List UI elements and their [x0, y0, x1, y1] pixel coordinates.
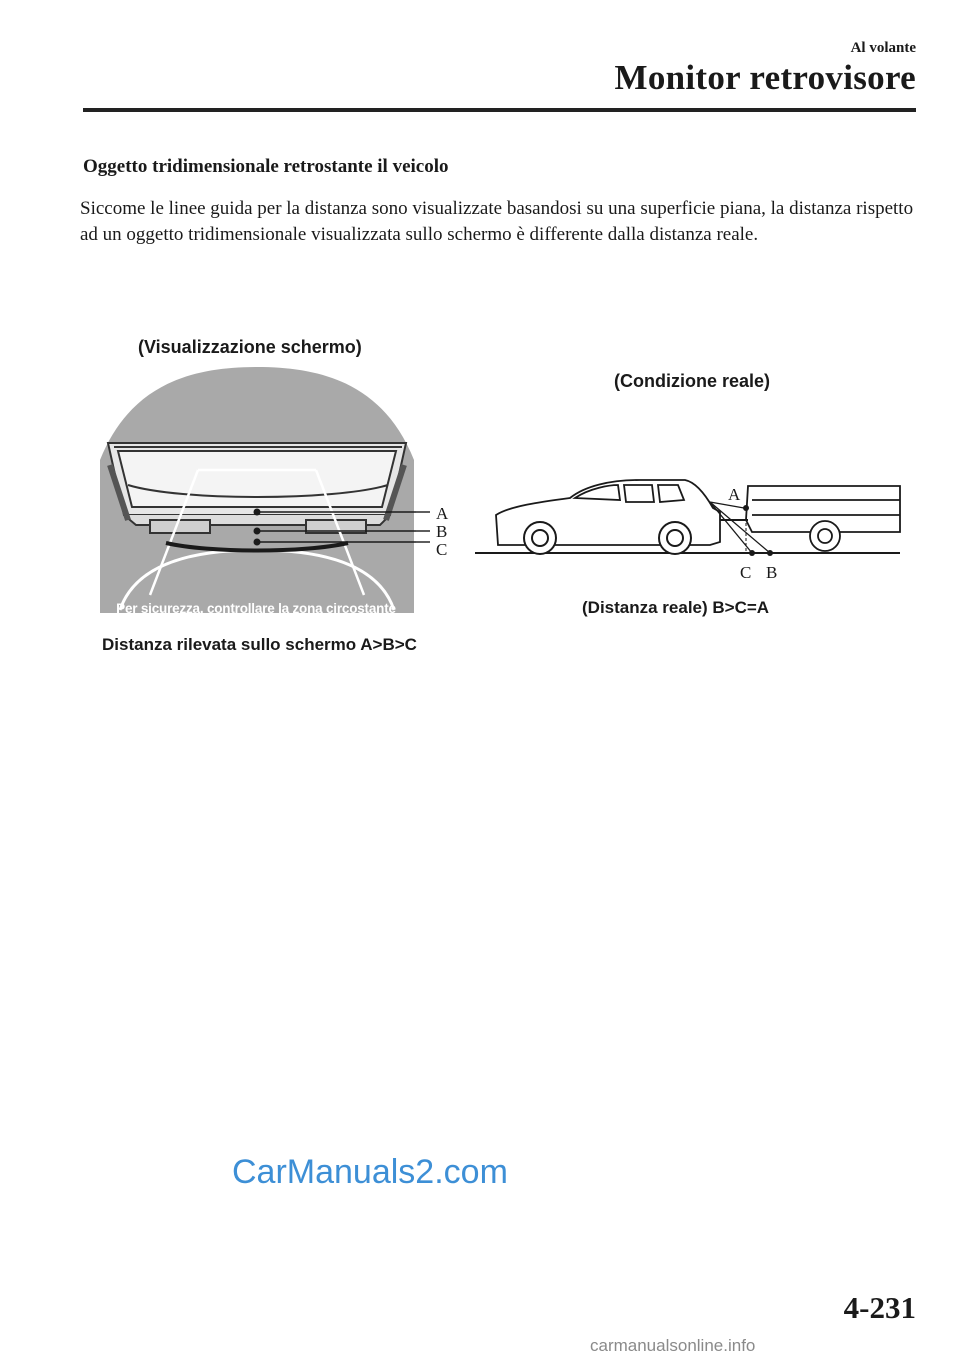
label-b: B — [436, 522, 448, 541]
real-label-c: C — [740, 563, 752, 582]
body-paragraph: Siccome le linee guida per la distanza sono visualizzate basandosi su una superficie piana, la distanza rispetto ad un oggetto tridimensionale visualizzata sullo schermo è differente dalla distanza reale. — [80, 198, 914, 245]
footer-site-link[interactable]: carmanualsonline.info — [590, 1336, 756, 1355]
real-distance-caption: (Distanza reale) B>C=A — [582, 598, 770, 617]
chapter-title: Monitor retrovisore — [614, 58, 916, 97]
section-label: Al volante — [850, 40, 916, 56]
header-rule — [83, 108, 916, 112]
subheading: Oggetto tridimensionale retrostante il veicolo — [83, 156, 449, 177]
watermark[interactable]: CarManuals2.com — [232, 1153, 508, 1191]
label-a: A — [436, 504, 449, 523]
screen-letter-labels — [416, 500, 466, 560]
real-condition-caption: (Condizione reale) — [614, 371, 771, 391]
real-condition-illustration — [470, 460, 910, 585]
screen-illustration — [100, 365, 416, 615]
page-number: 4-231 — [843, 1290, 916, 1325]
screen-distance-caption: Distanza rilevata sullo schermo A>B>C — [102, 635, 417, 654]
screen-warning-text: Per sicurezza, controllare la zona circostante — [116, 601, 396, 616]
label-c: C — [436, 540, 448, 559]
real-label-b: B — [766, 563, 778, 582]
real-label-a: A — [728, 485, 741, 504]
screen-caption: (Visualizzazione schermo) — [138, 337, 362, 357]
